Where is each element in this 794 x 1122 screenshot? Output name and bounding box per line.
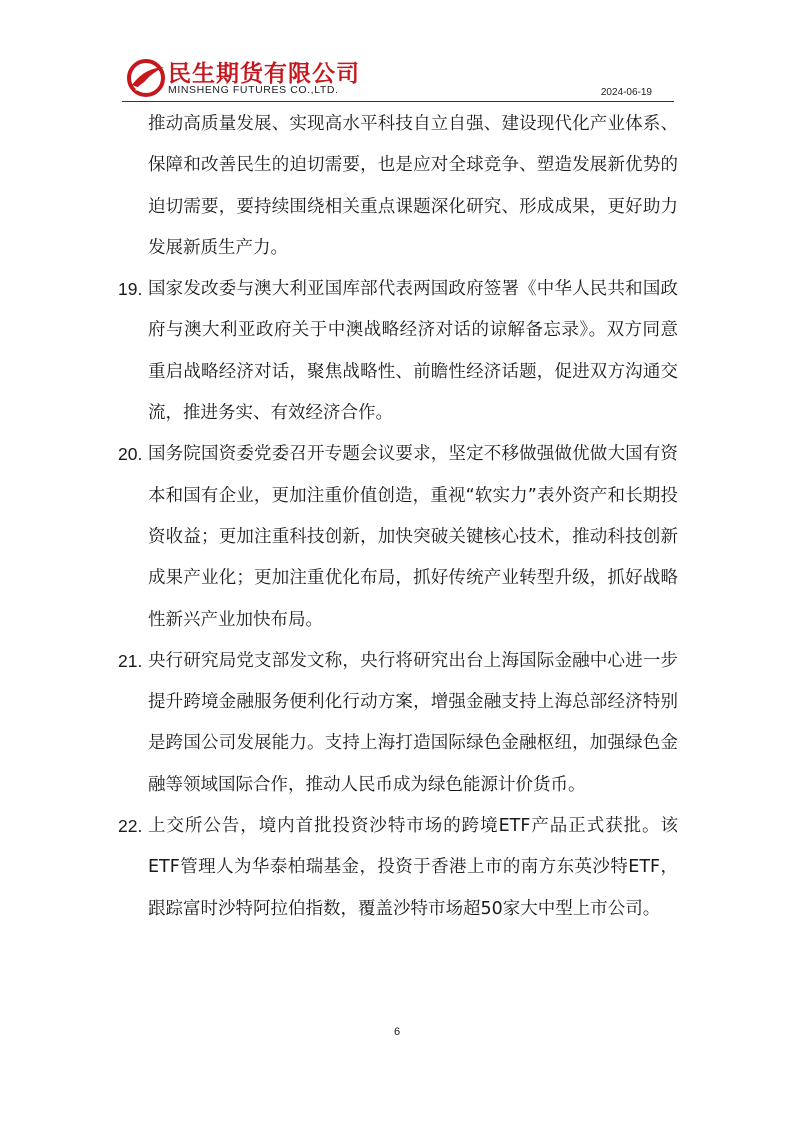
item-number: 21. xyxy=(118,650,143,671)
header-divider xyxy=(122,101,674,102)
list-item xyxy=(118,104,678,269)
item-text: 上交所公告，境内首批投资沙特市场的跨境ETF产品正式获批。该ETF管理人为华泰柏瑞基金，投资于香港上市的南方东英沙特ETF，跟踪富时沙特阿拉伯指数，覆盖沙特市场超50家大中型上市公司。 xyxy=(148,816,678,919)
item-text: 国务院国资委党委召开专题会议要求，坚定不移做强做优做大国有资本和国有企业，更加注重价值创造，重视“软实力”表外资产和长期投资收益；更加注重科技创新，加快突破关键核心技术，推动科技创新成果产业化；更加注重优化布局，抓好传统产业转型升级，抓好战略性新兴产业加快布局。 xyxy=(148,444,678,630)
company-name-cn: 民生期货有限公司 xyxy=(168,61,360,87)
item-number: 19. xyxy=(118,279,143,300)
company-name-en: MINSHENG FUTURES CO.,LTD. xyxy=(168,84,339,96)
item-number: 22. xyxy=(118,816,143,837)
page-header xyxy=(122,52,674,102)
list-item xyxy=(118,269,678,434)
page-number: 6 xyxy=(393,1026,401,1038)
item-text: 推动高质量发展、实现高水平科技自立自强、建设现代化产业体系、保障和改善民生的迫切需要，也是应对全球竞争、塑造发展新优势的迫切需要，要持续围绕相关重点课题深化研究、形成成果，更好助力发展新质生产力。 xyxy=(148,114,678,258)
news-list xyxy=(118,104,678,930)
item-number: 20. xyxy=(118,444,143,465)
list-item xyxy=(118,434,678,640)
list-item xyxy=(118,806,678,930)
company-logo-icon xyxy=(126,58,166,98)
report-date: 2024-06-19 xyxy=(600,87,652,98)
list-item xyxy=(118,641,678,806)
item-text: 国家发改委与澳大利亚国库部代表两国政府签署《中华人民共和国政府与澳大利亚政府关于中澳战略经济对话的谅解备忘录》。双方同意重启战略经济对话，聚焦战略性、前瞻性经济话题，促进双方沟通交流，推进务实、有效经济合作。 xyxy=(148,279,678,424)
item-text: 央行研究局党支部发文称，央行将研究出台上海国际金融中心进一步提升跨境金融服务便利化行动方案，增强金融支持上海总部经济特别是跨国公司发展能力。支持上海打造国际绿色金融枢纽，加强绿色金融等领域国际合作，推动人民币成为绿色能源计价货币。 xyxy=(148,650,678,795)
